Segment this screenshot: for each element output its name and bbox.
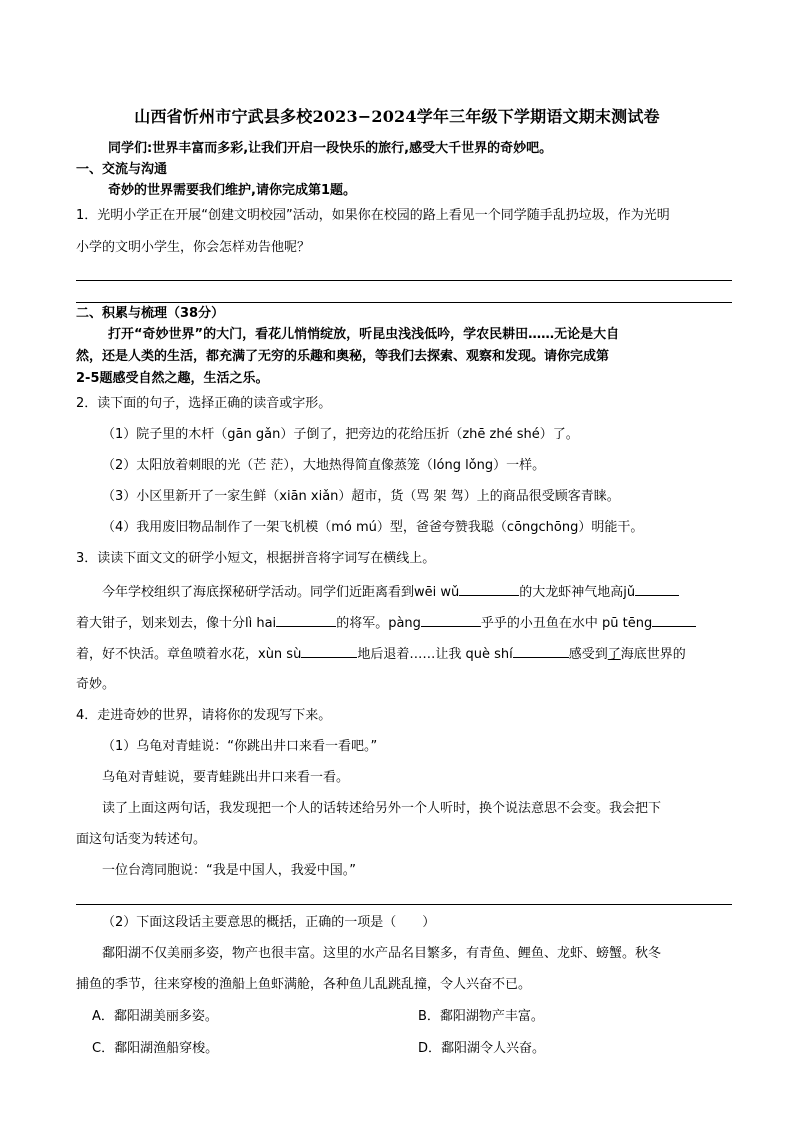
blank-weiwu[interactable] <box>459 583 519 596</box>
q4-explain-line2: 面这句话变为转述句。 <box>76 832 207 847</box>
q2-stem: 2．读下面的句子，选择正确的读音或字形。 <box>76 396 332 411</box>
q4-sentence1: （1）乌龟对青蛙说：“你跳出井口来看一看吧。” <box>102 739 378 754</box>
q4-passage-line2: 捕鱼的季节，往来穿梭的渔船上鱼虾满舱，各种鱼儿乱跳乱撞，令人兴奋不已。 <box>76 977 532 992</box>
q3-paragraph-line2 <box>76 614 696 633</box>
intro-text: 同学们:世界丰富而多彩,让我们开启一段快乐的旅行,感受大千世界的奇妙吧。 <box>108 141 553 156</box>
q3-text: 地后退着……让我 què shí <box>357 647 513 662</box>
page-title: 山西省忻州市宁武县多校2023−2024学年三年级下学期语文期末测试卷 <box>134 107 660 126</box>
option-d[interactable]: D．鄱阳湖令人兴奋。 <box>418 1041 546 1056</box>
answer-line-q1b[interactable] <box>76 302 732 303</box>
answer-line-q4[interactable] <box>76 904 732 905</box>
q2-item2: （2）太阳放着刺眼的光（芒 茫），大地热得简直像蒸笼（lóng lǒng）一样。 <box>102 458 546 473</box>
blank-ju[interactable] <box>635 583 679 596</box>
section2-lead-line3: 2-5题感受自然之趣，生活之乐。 <box>76 371 269 386</box>
q3-stem: 3．读读下面文文的研学小短文，根据拼音将字词写在横线上。 <box>76 551 436 566</box>
q1-line1: 1．光明小学正在开展“创建文明校园”活动，如果你在校园的路上看见一个同学随手乱扔垃圾，作为光明 <box>76 208 670 223</box>
q2-item3: （3）小区里新开了一家生鲜（xiān xiǎn）超市，货（骂 架 驾）上的商品很受顾客青睐。 <box>102 489 620 504</box>
q4-stem: 4．走进奇妙的世界，请将你的发现写下来。 <box>76 708 332 723</box>
blank-lihai[interactable] <box>276 614 336 627</box>
q3-text: 今年学校组织了海底探秘研学活动。同学们近距离看到wēi wǔ <box>102 585 460 600</box>
section1-heading: 一、交流与沟通 <box>76 162 168 177</box>
answer-line-q1a[interactable] <box>76 280 732 281</box>
q2-item1: （1）院子里的木杆（gān gǎn）子倒了，把旁边的花给压折（zhē zhé shé）了。 <box>102 427 579 442</box>
q3-text: 的将军。pàng <box>336 616 421 631</box>
q3-text: 的大龙虾神气地高jǔ <box>519 585 636 600</box>
q1-line2: 小学的文明小学生，你会怎样劝告他呢？ <box>76 240 311 255</box>
section1-lead: 奇妙的世界需要我们维护,请你完成第1题。 <box>108 183 356 198</box>
q4-sentence2: 乌龟对青蛙说，要青蛙跳出井口来看一看。 <box>102 770 350 785</box>
section2-lead-line2: 然，还是人类的生活，都充满了无穷的乐趣和奥秘，等我们去探索、观察和发现。请你完成第 <box>76 349 610 364</box>
q3-paragraph-line3 <box>76 645 686 664</box>
underlined-char: 了 <box>607 647 621 662</box>
q2-item4: （4）我用废旧物品制作了一架飞机模（mó mú）型，爸爸夸赞我聪（cōngchōng）明能干。 <box>102 520 644 535</box>
q3-text: 着，好不快活。章鱼喷着水花，xùn sù <box>76 647 302 662</box>
q4-passage-line1: 鄱阳湖不仅美丽多姿，物产也很丰富。这里的水产品名目繁多，有青鱼、鲤鱼、龙虾、螃蟹。秋冬 <box>102 946 662 961</box>
q4-sub2-stem: （2）下面这段话主要意思的概括，正确的一项是（ ） <box>102 915 436 930</box>
blank-queshi[interactable] <box>513 645 569 658</box>
q3-text: 着大钳子，划来划去，像十分lì hai <box>76 616 277 631</box>
option-b[interactable]: B．鄱阳湖物产丰富。 <box>418 1009 544 1024</box>
option-a[interactable]: A．鄱阳湖美丽多姿。 <box>92 1009 218 1024</box>
blank-puteng[interactable] <box>652 614 696 627</box>
blank-pang[interactable] <box>421 614 481 627</box>
q4-explain-line1: 读了上面这两句话，我发现把一个人的话转述给另外一个人听时，换个说法意思不会变。我会把下 <box>102 801 662 816</box>
option-c[interactable]: C．鄱阳湖渔船穿梭。 <box>92 1041 219 1056</box>
section2-heading: 二、积累与梳理（38分） <box>76 306 225 321</box>
q3-text: 乎乎的小丑鱼在水中 pū tēng <box>480 616 653 631</box>
blank-xunsu[interactable] <box>301 645 357 658</box>
q3-text: 感受到 <box>568 647 608 662</box>
q3-paragraph-line1 <box>102 583 679 602</box>
q4-sentence4: 一位台湾同胞说：“我是中国人，我爱中国。” <box>102 863 356 878</box>
q3-text: 海底世界的 <box>620 647 686 662</box>
section2-lead-line1: 打开“奇妙世界”的大门，看花儿悄悄绽放，听昆虫浅浅低吟，学农民耕田……无论是大自 <box>108 327 620 342</box>
q3-paragraph-line4: 奇妙。 <box>76 677 116 692</box>
